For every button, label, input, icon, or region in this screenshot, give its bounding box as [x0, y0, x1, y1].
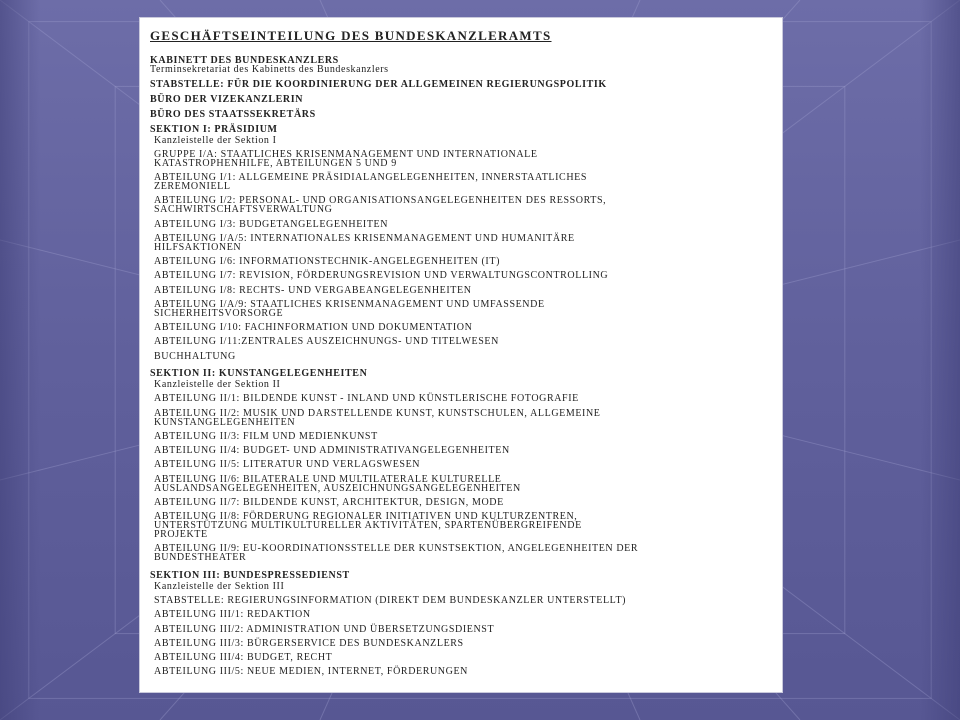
- org-unit-line: ABTEILUNG III/5: NEUE MEDIEN, INTERNET, FÖRDERUNGEN: [154, 666, 468, 678]
- section: [150, 95, 782, 104]
- document-title: GESCHÄFTSEINTEILUNG DES BUNDESKANZLERAMTS: [150, 28, 552, 43]
- org-unit-entry: [150, 300, 782, 318]
- section-heading: STABSTELLE: FÜR DIE KOORDINIERUNG DER ALLGEMEINEN REGIERUNGSPOLITIK: [150, 78, 607, 90]
- section: [150, 369, 782, 562]
- section-heading: KABINETT DES BUNDESKANZLERS: [150, 54, 339, 66]
- org-unit-line: KATASTROPHENHILFE, ABTEILUNGEN 5 UND 9: [154, 157, 397, 169]
- org-unit-line: ABTEILUNG I/8: RECHTS- UND VERGABEANGELEGENHEITEN: [154, 284, 472, 296]
- org-unit-line: AUSLANDSANGELEGENHEITEN, AUSZEICHNUNGSANGELEGENHEITEN: [154, 482, 521, 494]
- org-unit-line: ABTEILUNG II/4: BUDGET- UND ADMINISTRATIVANGELEGENHEITEN: [154, 445, 510, 456]
- org-unit-line: ABTEILUNG I/1: ALLGEMEINE PRÄSIDIALANGELEGENHEITEN, INNERSTAATLICHES: [154, 172, 588, 183]
- section: [150, 56, 782, 74]
- org-unit-entry: [150, 498, 782, 507]
- org-unit-line: ABTEILUNG I/10: FACHINFORMATION UND DOKUMENTATION: [154, 322, 473, 333]
- org-unit-entry: [150, 544, 782, 562]
- org-unit-line: UNTERSTÜTZUNG MULTIKULTURELLER AKTIVITÄTEN, SPARTENÜBERGREIFENDE: [154, 520, 582, 531]
- section-note: Terminsekretariat des Kabinetts des Bundeskanzlers: [150, 63, 389, 75]
- org-unit-line: PROJEKTE: [154, 529, 208, 540]
- org-unit-entry: [150, 409, 782, 427]
- section-note: Kanzleistelle der Sektion I: [154, 134, 277, 146]
- org-unit-line: ABTEILUNG I/6: INFORMATIONSTECHNIK-ANGELEGENHEITEN (IT): [154, 256, 501, 267]
- org-unit-line: GRUPPE I/A: STAATLICHES KRISENMANAGEMENT UND INTERNATIONALE: [154, 148, 538, 160]
- org-unit-line: BUCHHALTUNG: [154, 350, 236, 362]
- org-unit-line: KUNSTANGELEGENHEITEN: [154, 416, 296, 428]
- org-unit-entry: [150, 610, 782, 619]
- org-unit-entry: [150, 512, 782, 539]
- org-unit-entry: [150, 323, 782, 332]
- org-unit-entry: [150, 432, 782, 441]
- section-list: [150, 56, 782, 677]
- org-unit-line: ABTEILUNG III/3: BÜRGERSERVICE DES BUNDESKANZLERS: [154, 637, 464, 649]
- document-page: [140, 18, 782, 692]
- org-unit-line: ABTEILUNG II/2: MUSIK UND DARSTELLENDE KUNST, KUNSTSCHULEN, ALLGEMEINE: [154, 407, 601, 419]
- org-unit-line: ABTEILUNG I/2: PERSONAL- UND ORGANISATIONSANGELEGENHEITEN DES RESSORTS,: [154, 195, 607, 207]
- org-unit-line: ABTEILUNG II/8: FÖRDERUNG REGIONALER INITIATIVEN UND KULTURZENTREN,: [154, 511, 578, 522]
- org-unit-line: ABTEILUNG II/5: LITERATUR UND VERLAGSWESEN: [154, 459, 421, 471]
- section: [150, 125, 782, 361]
- org-unit-line: ABTEILUNG II/9: EU-KOORDINATIONSSTELLE DER KUNSTSEKTION, ANGELEGENHEITEN DER: [154, 543, 639, 555]
- section-heading: BÜRO DES STAATSSEKRETÄRS: [150, 108, 316, 120]
- org-unit-entry: [150, 271, 782, 280]
- org-unit-line: ABTEILUNG III/1: REDAKTION: [154, 609, 311, 621]
- org-unit-line: ABTEILUNG II/7: BILDENDE KUNST, ARCHITEKTUR, DESIGN, MODE: [154, 496, 504, 508]
- org-unit-entry: [150, 596, 782, 605]
- org-unit-line: ABTEILUNG II/6: BILATERALE UND MULTILATERALE KULTURELLE: [154, 473, 502, 485]
- org-unit-line: ABTEILUNG I/7: REVISION, FÖRDERUNGSREVISION UND VERWALTUNGSCONTROLLING: [154, 270, 609, 282]
- org-unit-entry: [150, 394, 782, 403]
- org-unit-line: SICHERHEITSVORSORGE: [154, 307, 284, 319]
- org-unit-entry: [150, 475, 782, 493]
- org-unit-entry: [150, 150, 782, 168]
- org-unit-line: SACHWIRTSCHAFTSVERWALTUNG: [154, 204, 333, 216]
- org-unit-line: ABTEILUNG II/3: FILM UND MEDIENKUNST: [154, 430, 378, 442]
- org-unit-line: ABTEILUNG II/1: BILDENDE KUNST - INLAND UND KÜNSTLERISCHE FOTOGRAFIE: [154, 393, 579, 405]
- org-unit-entry: [150, 667, 782, 676]
- org-unit-entry: [150, 257, 782, 266]
- org-unit-entry: [150, 446, 782, 455]
- org-unit-line: ABTEILUNG I/A/5: INTERNATIONALES KRISENMANAGEMENT UND HUMANITÄRE: [154, 232, 575, 244]
- section-heading: BÜRO DER VIZEKANZLERIN: [150, 93, 304, 105]
- org-unit-entry: [150, 460, 782, 469]
- org-unit-line: ABTEILUNG III/4: BUDGET, RECHT: [154, 652, 333, 663]
- org-unit-line: ZEREMONIELL: [154, 181, 231, 192]
- section-heading: SEKTION I: PRÄSIDIUM: [150, 123, 278, 135]
- org-unit-entry: [150, 286, 782, 295]
- org-unit-entry: [150, 220, 782, 229]
- org-unit-line: HILFSAKTIONEN: [154, 241, 242, 253]
- section: [150, 571, 782, 677]
- org-unit-entry: [150, 352, 782, 361]
- org-unit-entry: [150, 653, 782, 662]
- org-unit-line: ABTEILUNG I/A/9: STAATLICHES KRISENMANAGEMENT UND UMFASSENDE: [154, 298, 545, 310]
- org-unit-line: STABSTELLE: REGIERUNGSINFORMATION (DIREKT DEM BUNDESKANZLER UNTERSTELLT): [154, 595, 627, 606]
- section-heading: SEKTION III: BUNDESPRESSEDIENST: [150, 569, 350, 581]
- org-unit-entry: [150, 639, 782, 648]
- org-unit-entry: [150, 337, 782, 346]
- org-unit-line: ABTEILUNG I/3: BUDGETANGELEGENHEITEN: [154, 218, 389, 230]
- org-unit-entry: [150, 234, 782, 252]
- org-unit-entry: [150, 173, 782, 191]
- org-unit-entry: [150, 625, 782, 634]
- section-heading: SEKTION II: KUNSTANGELEGENHEITEN: [150, 368, 368, 379]
- org-unit-line: ABTEILUNG III/2: ADMINISTRATION UND ÜBERSETZUNGSDIENST: [154, 623, 495, 635]
- org-unit-line: BUNDESTHEATER: [154, 552, 247, 564]
- section-note: Kanzleistelle der Sektion III: [154, 580, 285, 592]
- section-note: Kanzleistelle der Sektion II: [154, 379, 281, 390]
- org-unit-line: ABTEILUNG I/11:ZENTRALES AUSZEICHNUNGS- UND TITELWESEN: [154, 336, 499, 348]
- section: [150, 80, 782, 89]
- org-unit-entry: [150, 196, 782, 214]
- section: [150, 110, 782, 119]
